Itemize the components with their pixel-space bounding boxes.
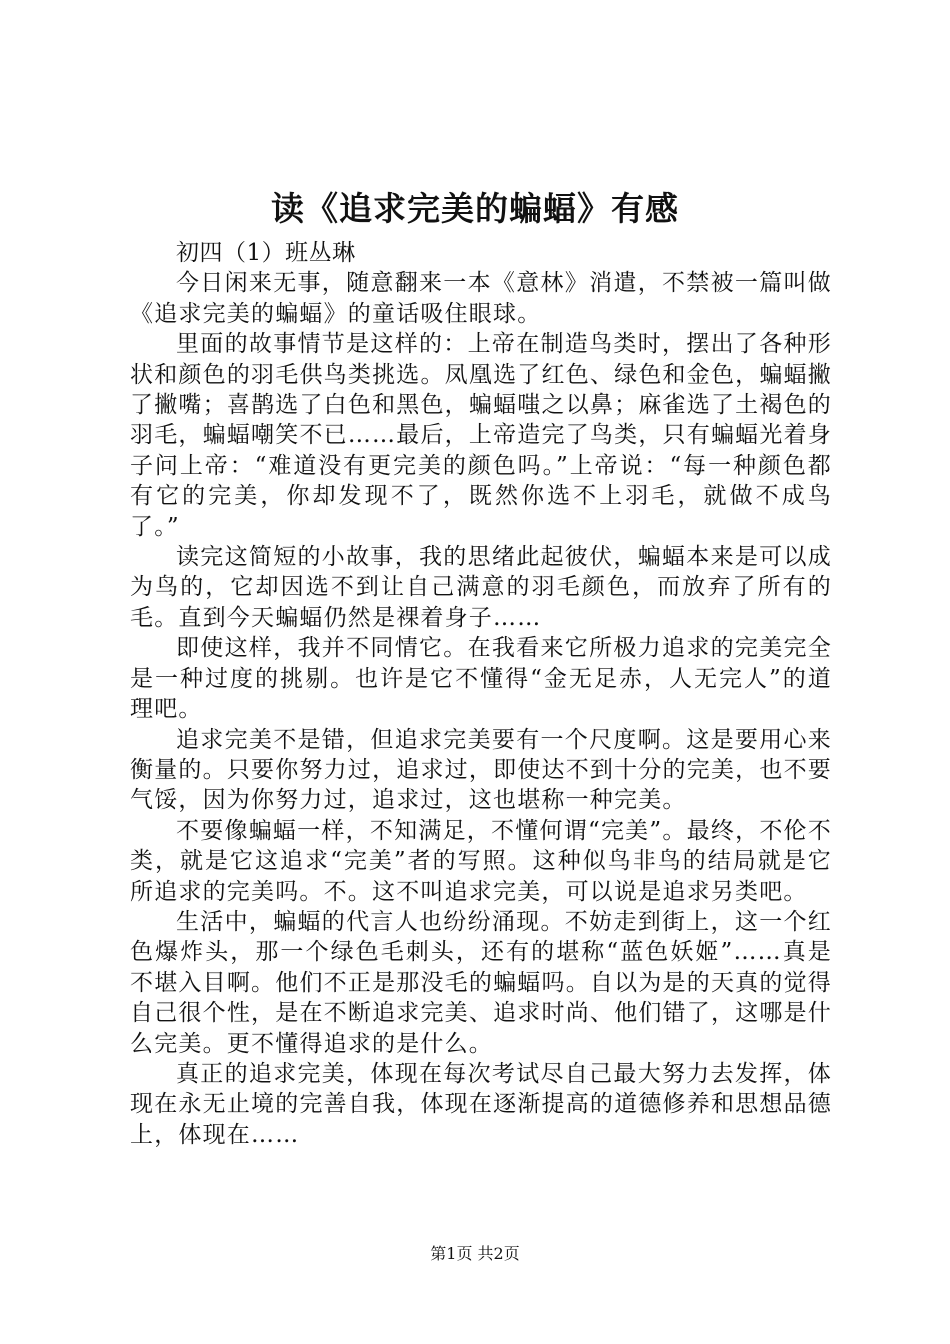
paragraph-2: 里面的故事情节是这样的：上帝在制造鸟类时，摆出了各种形状和颜色的羽毛供鸟类挑选。凤凰选了红色、绿色和金色，蝙蝠撇了撇嘴；喜鹊选了白色和黑色，蝙蝠嗤之以鼻；麻雀选了土褐色的羽毛，蝙蝠嘲笑不已……最后，上帝造完了鸟类，只有蝙蝠光着身子问上帝：“难道没有更完美的颜色吗。”上帝说：“每一种颜色都有它的完美，你却发现不了，既然你选不上羽毛，就做不成鸟了。” <box>130 331 832 540</box>
paragraph-5: 追求完美不是错，但追求完美要有一个尺度啊。这是要用心来衡量的。只要你努力过，追求过，即使达不到十分的完美，也不要气馁，因为你努力过，追求过，这也堪称一种完美。 <box>130 726 832 814</box>
paragraph-1: 今日闲来无事，随意翻来一本《意林》消遣，不禁被一篇叫做《追求完美的蝙蝠》的童话吸住眼球。 <box>130 270 832 327</box>
paragraph-8: 真正的追求完美，体现在每次考试尽自己最大努力去发挥，体现在永无止境的完善自我，体现在逐渐提高的道德修养和思想品德上，体现在…… <box>130 1060 832 1148</box>
paragraph-4: 即使这样，我并不同情它。在我看来它所极力追求的完美完全是一种过度的挑剔。也许是它不懂得“金无足赤，人无完人”的道理吧。 <box>130 635 832 723</box>
page-number-footer: 第1页 共2页 <box>430 1244 520 1263</box>
document-title: 读《追求完美的蝙蝠》有感 <box>271 189 679 228</box>
document-body <box>130 238 832 1150</box>
paragraph-6: 不要像蝙蝠一样，不知满足，不懂何谓“完美”。最终，不伦不类，就是它这追求“完美”者的写照。这种似鸟非鸟的结局就是它所追求的完美吗。不。这不叫追求完美，可以说是追求另类吧。 <box>130 817 832 905</box>
paragraph-3: 读完这简短的小故事，我的思绪此起彼伏，蝙蝠本来是可以成为鸟的，它却因选不到让自己满意的羽毛颜色，而放弃了所有的毛。直到今天蝙蝠仍然是裸着身子…… <box>130 544 832 631</box>
author-line: 初四（1）班丛琳 <box>176 240 356 266</box>
paragraph-7: 生活中，蝙蝠的代言人也纷纷涌现。不妨走到街上，这一个红色爆炸头，那一个绿色毛刺头，还有的堪称“蓝色妖姬”……真是不堪入目啊。他们不正是那没毛的蝙蝠吗。自以为是的天真的觉得自己很个性，是在不断追求完美、追求时尚、他们错了，这哪是什么完美。更不懂得追求的是什么。 <box>130 908 832 1057</box>
